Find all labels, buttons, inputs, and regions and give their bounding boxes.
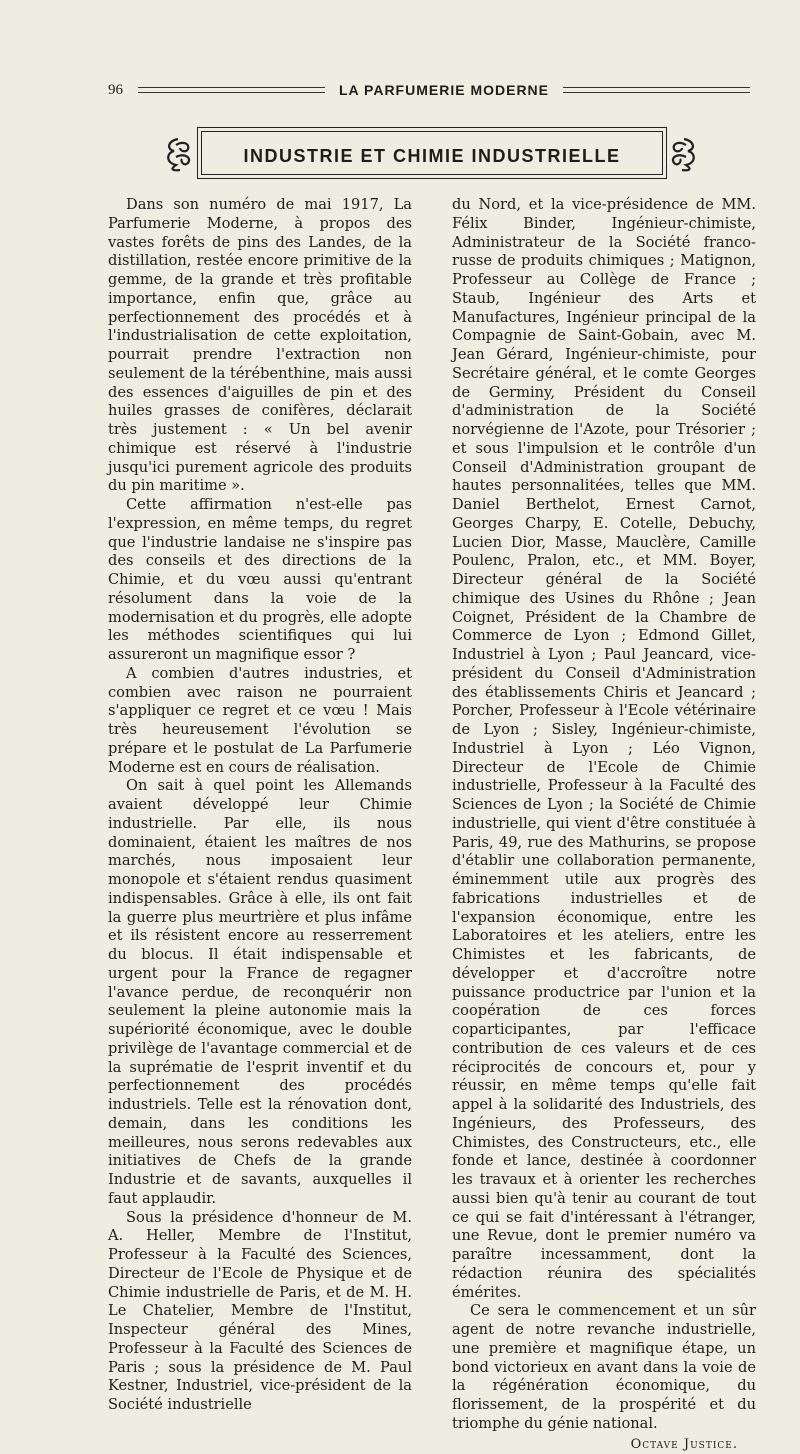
paragraph: Sous la présidence d'honneur de M. A. Heller, Membre de l'Institut, Professeur à la Faculté des Sciences, Directeur de l'Ecole de Physique et de Chimie industrielle de Paris, et de M. H. Le Chatelier, Membre de l'Institut, Inspecteur général des Mines, Professeur à la Faculté des Sciences de Paris ; sous la présidence de M. Paul Kestner, Industriel, vice-président de la Société industrielle <box>108 1209 412 1415</box>
right-column <box>452 196 756 1454</box>
floral-ornament-icon <box>668 135 700 173</box>
paragraph: Cette affirmation n'est-elle pas l'expression, en même temps, du regret que l'industrie landaise ne s'inspire pas des conseils et des directions de la Chimie, et du vœu aussi qu'entrant résolument dans la voie de la modernisation et du progrès, elle adopte les méthodes scientifiques qui lui assureront un magnifique essor ? <box>108 496 412 665</box>
paragraph: On sait à quel point les Allemands avaient développé leur Chimie industrielle. Par elle, ils nous dominaient, étaient les maîtres de nos marchés, nous imposaient leur monopole et s'étaient rendus quasiment indispensables. Grâce à elle, ils ont fait la guerre plus meurtrière et plus infâme et ils résistent encore au resserrement du blocus. Il était indispensable et urgent pour la France de regagner l'avance perdue, de reconquérir non seulement la pleine autonomie mais la supériorité économique, avec le double privilège de l'avantage commercial et de la suprématie de l'esprit inventif et du perfectionnement des procédés industriels. Telle est la rénovation dont, demain, dans les conditions les meilleures, nous serons redevables aux initiatives de Chefs de la grande Industrie et de savants, auxquelles il faut applaudir. <box>108 777 412 1208</box>
paragraph: A combien d'autres industries, et combien avec raison ne pourraient s'appliquer ce regret et ce vœu ! Mais très heureusement l'évolution se prépare et le postulat de La Parfumerie Moderne est en cours de réalisation. <box>108 665 412 778</box>
paragraph: du Nord, et la vice-présidence de MM. Félix Binder, Ingénieur-chimiste, Administrateur de la Société franco-russe de produits chimiques ; Matignon, Professeur au Collège de France ; Staub, Ingénieur des Arts et Manufactures, Ingénieur principal de la Compagnie de Saint-Gobain, avec M. Jean Gérard, Ingénieur-chimiste, pour Secrétaire général, et le comte Georges de Germiny, Président du Conseil d'administration de la Société norvégienne de l'Azote, pour Trésorier ; et sous l'impulsion et le contrôle d'un Conseil d'Administration groupant de hautes personnalitées, telles que MM. Daniel Berthelot, Ernest Carnot, Georges Charpy, E. Cotelle, Debuchy, Lucien Dior, Masse, Mauclère, Camille Poulenc, Pralon, etc., et MM. Boyer, Directeur général de la Société chimique des Usines du Rhône ; Jean Coignet, Président de la Chambre de Commerce de Lyon ; Edmond Gillet, Industriel à Lyon ; Paul Jeancard, vice-président du Conseil d'Administration des établissements Chiris et Jeancard ; Porcher, Professeur à l'Ecole vétérinaire de Lyon ; Sisley, Ingénieur-chimiste, Industriel à Lyon ; Léo Vignon, Directeur de l'Ecole de Chimie industrielle, Professeur à la Faculté des Sciences de Lyon ; la Société de Chimie industrielle, qui vient d'être constituée à Paris, 49, rue des Mathurins, se propose d'établir une collaboration permanente, éminemment utile aux progrès des fabrications industrielles et de l'expansion économique, entre les Laboratoires et les ateliers, entre les Chimistes et les fabricants, de développer et d'accroître notre puissance productrice par l'union et la coopération de ces forces coparticipantes, par l'efficace contribution de ces valeurs et de ces réciprocités de concours et, pour y réussir, en même temps qu'elle fait appel à la solidarité des Industriels, des Ingénieurs, des Professeurs, des Chimistes, des Constructeurs, etc., elle fonde et lance, destinée à coordonner les travaux et à orienter les recherches aussi bien qu'à tenir au courant de tout ce qui se fait d'intéressant à l'étranger, une Revue, dont le premier numéro va paraître incessamment, dont la rédaction réunira des spécialités émérites. <box>452 196 756 1302</box>
page-header <box>108 80 756 100</box>
header-rule-right <box>563 87 750 93</box>
paragraph: Ce sera le commencement et un sûr agent de notre revanche industrielle, une première et magnifique étape, un bond victorieux en avant dans la voie de la régénération économique, du florissement, de la prospérité et du triomphe du génie national. <box>452 1302 756 1433</box>
header-rule-left <box>138 87 325 93</box>
paragraph: Dans son numéro de mai 1917, La Parfumerie Moderne, à propos des vastes forêts de pins des Landes, de la distillation, restée encore primitive de la gemme, de la grande et très profitable importance, enfin que, grâce au perfectionnement des procédés et à l'industrialisation de cette exploitation, pourrait prendre l'extraction non seulement de la térébenthine, mais aussi des essences d'aiguilles de pin et des huiles grasses de conifères, déclarait très justement : « Un bel avenir chimique est réservé à l'industrie jusqu'ici purement agricole des produits du pin maritime ». <box>108 196 412 496</box>
page-number: 96 <box>108 82 132 99</box>
left-column <box>108 196 412 1415</box>
author-signature: Octave Justice. <box>452 1436 756 1454</box>
floral-ornament-icon <box>162 135 194 173</box>
running-title: LA PARFUMERIE MODERNE <box>331 82 557 98</box>
article-title-frame <box>197 127 667 179</box>
article-title: INDUSTRIE ET CHIMIE INDUSTRIELLE <box>243 146 620 167</box>
